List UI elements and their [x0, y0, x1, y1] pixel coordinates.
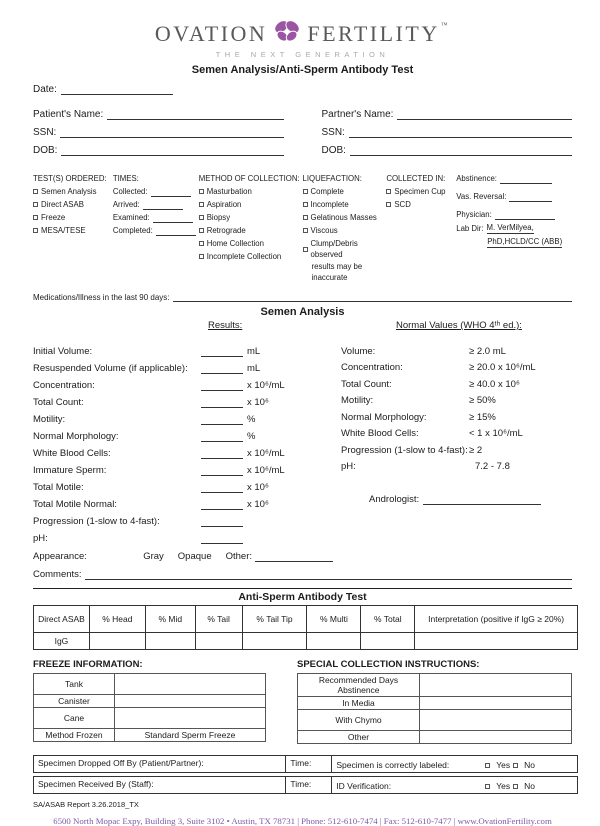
physician-field[interactable]	[495, 210, 555, 220]
freeze-cane-cell[interactable]	[115, 708, 266, 729]
freeze-tank-cell[interactable]	[115, 674, 266, 695]
asab-header-cell: % Tail Tip	[242, 606, 307, 633]
special-abstinence-cell[interactable]	[420, 674, 572, 697]
checkbox-labeled-no[interactable]	[513, 763, 518, 768]
appearance-other-label: Other:	[225, 551, 253, 562]
freeze-row-label: Cane	[34, 708, 115, 729]
appearance-other-field[interactable]	[255, 552, 333, 562]
semen-analysis-title: Semen Analysis	[260, 306, 345, 318]
no-label: No	[524, 781, 535, 791]
result-field[interactable]	[201, 517, 243, 527]
checkbox-label: Aspiration	[206, 200, 242, 209]
result-unit: mL	[247, 363, 261, 374]
normal-label: Concentration:	[341, 362, 403, 373]
normal-values-header: Normal Values (WHO 4ᵗʰ ed.):	[396, 320, 522, 331]
result-field[interactable]	[201, 449, 243, 459]
freeze-information-title: FREEZE INFORMATION:	[33, 659, 143, 670]
dropped-off-label[interactable]: Specimen Dropped Off By (Patient/Partner):	[34, 756, 286, 773]
yes-label: Yes	[496, 760, 511, 770]
checkbox-direct-asab[interactable]	[33, 202, 38, 207]
orders-section	[33, 173, 572, 283]
method-column	[199, 173, 303, 283]
times-title: TIMES:	[112, 174, 139, 183]
checkbox-label: Retrograde	[206, 226, 246, 235]
checkbox-label: MESA/TESE	[41, 226, 86, 235]
special-collection-title: SPECIAL COLLECTION INSTRUCTIONS:	[297, 659, 480, 670]
footer-address: 6500 North Mopac Expy, Building 3, Suite 3102 • Austin, TX 78731 | Phone: 512-610-7474 | Fax: 512-610-7477 | www.OvationFertility.com	[53, 816, 552, 826]
medications-field[interactable]	[173, 292, 572, 302]
patient-dob-field[interactable]	[61, 146, 283, 156]
logo-text-ovation: OVATION	[154, 20, 268, 46]
brand-tagline: THE NEXT GENERATION	[215, 50, 390, 59]
normal-label: Total Count:	[341, 378, 392, 390]
checkbox-label: SCD	[394, 200, 411, 209]
patient-dob-label: DOB:	[33, 145, 58, 156]
asab-igg-interpretation-cell[interactable]	[415, 633, 578, 650]
checkbox-complete[interactable]	[303, 189, 308, 194]
checkbox-labeled-yes[interactable]	[485, 763, 490, 768]
report-id: SA/ASAB Report 3.26.2018_TX	[33, 800, 139, 809]
liquefaction-note: results may be inaccurate	[311, 262, 363, 282]
patient-name-field[interactable]	[107, 110, 283, 120]
checkbox-incomplete[interactable]	[303, 202, 308, 207]
checkbox-incomplete-collection[interactable]	[199, 254, 204, 259]
arrived-field[interactable]	[143, 200, 183, 210]
completed-label: Completed:	[112, 226, 153, 235]
checkbox-masturbation[interactable]	[199, 189, 204, 194]
partner-name-field[interactable]	[397, 110, 572, 120]
freeze-table	[33, 673, 266, 742]
id-verification-label: ID Verification:	[336, 781, 392, 791]
normal-value: ≥ 15%	[469, 411, 496, 423]
dropped-off-time-label[interactable]: Time:	[286, 756, 332, 773]
checkbox-label: Masturbation	[206, 187, 252, 196]
examined-label: Examined:	[112, 213, 150, 222]
appearance-label: Appearance:	[33, 551, 87, 562]
appearance-option-opaque[interactable]: Opaque	[177, 551, 212, 562]
checkbox-clump-debris[interactable]	[303, 247, 308, 252]
asab-header-cell: % Head	[89, 606, 145, 633]
result-unit: x 10⁶	[247, 397, 269, 408]
asab-header-cell: % Multi	[307, 606, 361, 633]
partner-ssn-label: SSN:	[321, 127, 345, 138]
butterfly-icon	[272, 18, 302, 49]
andrologist-field[interactable]	[423, 495, 541, 505]
lab-dir-credentials: PhD,HCLD/CC (ABB)	[487, 237, 563, 246]
checkbox-biopsy[interactable]	[199, 215, 204, 220]
result-unit: x 10⁶	[247, 499, 269, 510]
result-label: Total Count:	[33, 397, 84, 408]
asab-igg-tailtip-cell[interactable]	[242, 633, 307, 650]
asab-table	[33, 605, 578, 650]
id-verification-cell	[332, 777, 578, 794]
checkbox-label: Biopsy	[206, 213, 231, 222]
checkbox-mesa-tese[interactable]	[33, 228, 38, 233]
vas-reversal-field[interactable]	[509, 192, 552, 202]
appearance-option-gray[interactable]: Gray	[143, 551, 164, 562]
asab-header-cell: % Mid	[145, 606, 195, 633]
result-unit: x 10⁶/mL	[247, 448, 285, 459]
received-time-label[interactable]: Time:	[286, 777, 332, 794]
freeze-row-label: Tank	[34, 674, 115, 695]
checkbox-label: Incomplete Collection	[206, 252, 282, 261]
partner-name-label: Partner's Name:	[321, 109, 394, 120]
labeled-check-cell	[332, 756, 578, 773]
partner-dob-label: DOB:	[321, 145, 346, 156]
result-label: Initial Volume:	[33, 346, 93, 357]
physician-label: Physician:	[456, 210, 492, 219]
checkbox-label: Clump/Debris observed	[310, 239, 358, 259]
special-collection-table	[297, 673, 572, 744]
result-field[interactable]	[201, 415, 243, 425]
asab-igg-row	[34, 633, 578, 650]
lab-dir-name: M. VerMilyea,	[486, 223, 534, 232]
normal-label: Normal Morphology:	[341, 411, 427, 423]
checkbox-retrograde[interactable]	[199, 228, 204, 233]
checkbox-label: Direct ASAB	[41, 200, 84, 209]
result-label: Concentration:	[33, 380, 95, 391]
received-by-label[interactable]: Specimen Received By (Staff):	[34, 777, 286, 794]
abstinence-label: Abstinence:	[456, 174, 497, 183]
collected-label: Collected:	[112, 187, 148, 196]
asab-igg-mid-cell[interactable]	[145, 633, 195, 650]
logo-text-fertility: FERTILITY™	[307, 20, 451, 46]
result-label: White Blood Cells:	[33, 448, 111, 459]
examined-field[interactable]	[153, 213, 193, 223]
checkbox-scd[interactable]	[386, 202, 391, 207]
semen-analysis-headers	[33, 320, 572, 334]
andrologist-label: Andrologist:	[369, 494, 420, 505]
freeze-method-cell: Standard Sperm Freeze	[115, 729, 266, 742]
normal-value: ≥ 20.0 x 10⁶/mL	[469, 362, 536, 373]
partner-column	[322, 109, 573, 163]
yes-label: Yes	[496, 781, 511, 791]
result-unit: x 10⁶	[247, 482, 269, 493]
result-label: Progression (1-slow to 4-fast):	[33, 516, 160, 527]
form-title: Semen Analysis/Anti-Sperm Antibody Test	[191, 64, 414, 76]
checkbox-gelatinous-masses[interactable]	[303, 215, 308, 220]
collected-in-column	[386, 173, 456, 283]
asab-igg-multi-cell[interactable]	[307, 633, 361, 650]
result-label: Total Motile:	[33, 482, 84, 493]
comments-row	[33, 562, 572, 580]
normal-label: Volume:	[341, 345, 376, 357]
result-label: pH:	[33, 533, 48, 544]
special-row-label: In Media	[298, 697, 420, 710]
result-label: Normal Morphology:	[33, 431, 119, 442]
normal-label: Motility:	[341, 395, 374, 406]
checkbox-label: Semen Analysis	[41, 187, 97, 196]
special-other-cell[interactable]	[420, 731, 572, 744]
normal-value: < 1 x 10⁶/mL	[469, 428, 523, 439]
result-label: Immature Sperm:	[33, 465, 107, 476]
checkbox-semen-analysis[interactable]	[33, 189, 38, 194]
date-field[interactable]	[61, 85, 173, 95]
normal-value: ≥ 2	[469, 444, 483, 456]
result-unit: x 10⁶/mL	[247, 380, 285, 391]
patient-ssn-label: SSN:	[33, 127, 57, 138]
result-label: Motility:	[33, 414, 66, 425]
side-info-column	[456, 173, 572, 283]
special-with-chymo-cell[interactable]	[420, 710, 572, 731]
special-row-label: Recommended Days Abstinence	[298, 674, 420, 697]
normal-label: Progression (1-slow to 4-fast):	[341, 444, 468, 456]
results-column	[33, 340, 333, 562]
special-row-label: Other	[298, 731, 420, 744]
checkbox-label: Incomplete	[310, 200, 349, 209]
checkbox-id-yes[interactable]	[485, 784, 490, 789]
special-collection-block	[297, 659, 572, 744]
freeze-special-section	[33, 659, 572, 744]
collected-field[interactable]	[151, 187, 191, 197]
result-unit: mL	[247, 346, 261, 357]
method-title: METHOD OF COLLECTION:	[198, 174, 300, 183]
patient-column	[33, 109, 284, 163]
normal-values-column	[333, 340, 572, 562]
result-field[interactable]	[201, 483, 243, 493]
vas-reversal-label: Vas. Reversal:	[456, 192, 507, 201]
checkbox-label: Complete	[310, 187, 344, 196]
checkbox-specimen-cup[interactable]	[386, 189, 391, 194]
checkbox-home-collection[interactable]	[199, 241, 204, 246]
comments-field[interactable]	[85, 570, 572, 580]
medications-label: Medications/Illness in the last 90 days:	[33, 293, 170, 302]
result-unit: %	[247, 431, 256, 442]
comments-label: Comments:	[33, 569, 82, 580]
received-by-table	[33, 776, 578, 794]
freeze-canister-cell[interactable]	[115, 695, 266, 708]
normal-label: White Blood Cells:	[341, 428, 419, 439]
no-label: No	[524, 760, 535, 770]
checkbox-label: Freeze	[41, 213, 66, 222]
section-divider	[33, 588, 572, 589]
signoff-section	[33, 755, 572, 794]
checkbox-freeze[interactable]	[33, 215, 38, 220]
asab-igg-total-cell[interactable]	[361, 633, 415, 650]
medications-row	[33, 292, 572, 302]
checkbox-aspiration[interactable]	[199, 202, 204, 207]
result-unit: x 10⁶/mL	[247, 465, 285, 476]
freeze-row-label: Canister	[34, 695, 115, 708]
checkbox-label: Home Collection	[206, 239, 264, 248]
andrologist-row	[341, 494, 572, 505]
asab-igg-head-cell[interactable]	[89, 633, 145, 650]
asab-header-cell: % Tail	[195, 606, 242, 633]
asab-header-cell: Interpretation (positive if IgG ≥ 20%)	[415, 606, 578, 633]
checkbox-label: Specimen Cup	[394, 187, 446, 196]
abstinence-field[interactable]	[500, 174, 552, 184]
result-label: Total Motile Normal:	[33, 499, 117, 510]
freeze-information-block	[33, 659, 269, 744]
result-field[interactable]	[201, 432, 243, 442]
result-field[interactable]	[201, 534, 243, 544]
arrived-label: Arrived:	[112, 200, 140, 209]
checkbox-viscous[interactable]	[303, 228, 308, 233]
normal-value: ≥ 40.0 x 10⁶	[469, 378, 520, 390]
result-label: Resuspended Volume (if applicable):	[33, 363, 188, 374]
freeze-row-label: Method Frozen	[34, 729, 115, 742]
patient-ssn-field[interactable]	[60, 128, 283, 138]
special-row-label: With Chymo	[298, 710, 420, 731]
labeled-check-label: Specimen is correctly labeled:	[336, 760, 450, 770]
partner-ssn-field[interactable]	[349, 128, 572, 138]
trademark-symbol: ™	[440, 20, 451, 29]
asab-igg-tail-cell[interactable]	[195, 633, 242, 650]
normal-label: pH:	[341, 461, 356, 472]
date-row	[33, 84, 572, 95]
result-field[interactable]	[201, 347, 243, 357]
tests-ordered-column	[33, 173, 113, 283]
results-header: Results:	[208, 320, 243, 331]
checkbox-label: Viscous	[310, 226, 338, 235]
asab-title: Anti-Sperm Antibody Test	[238, 591, 367, 603]
asab-header-cell: % Total	[361, 606, 415, 633]
result-field[interactable]	[201, 500, 243, 510]
times-column	[113, 173, 199, 283]
date-label: Date:	[33, 84, 57, 95]
asab-header-cell: Direct ASAB	[34, 606, 90, 633]
normal-value: ≥ 50%	[469, 395, 496, 406]
collected-in-title: COLLECTED IN:	[386, 174, 446, 183]
result-field[interactable]	[201, 466, 243, 476]
liquefaction-column	[303, 173, 387, 283]
special-in-media-cell[interactable]	[420, 697, 572, 710]
brand-logo	[33, 18, 572, 49]
liquefaction-title: LIQUEFACTION:	[302, 174, 362, 183]
patient-name-label: Patient's Name:	[33, 109, 104, 120]
completed-field[interactable]	[156, 226, 196, 236]
result-field[interactable]	[201, 381, 243, 391]
lab-dir-label: Lab Dir:	[456, 224, 484, 233]
asab-header-row	[34, 606, 578, 633]
result-unit: %	[247, 414, 256, 425]
appearance-row	[33, 544, 333, 562]
partner-dob-field[interactable]	[350, 146, 572, 156]
normal-value: 7.2 - 7.8	[475, 461, 510, 472]
checkbox-id-no[interactable]	[513, 784, 518, 789]
tests-ordered-title: TEST(S) ORDERED:	[33, 174, 107, 183]
dropped-off-table	[33, 755, 578, 773]
names-block	[33, 109, 572, 163]
result-field[interactable]	[201, 398, 243, 408]
asab-row-label: IgG	[34, 633, 90, 650]
result-field[interactable]	[201, 364, 243, 374]
checkbox-label: Gelatinous Masses	[310, 213, 377, 222]
normal-value: ≥ 2.0 mL	[469, 345, 506, 357]
semen-analysis-columns	[33, 340, 572, 562]
